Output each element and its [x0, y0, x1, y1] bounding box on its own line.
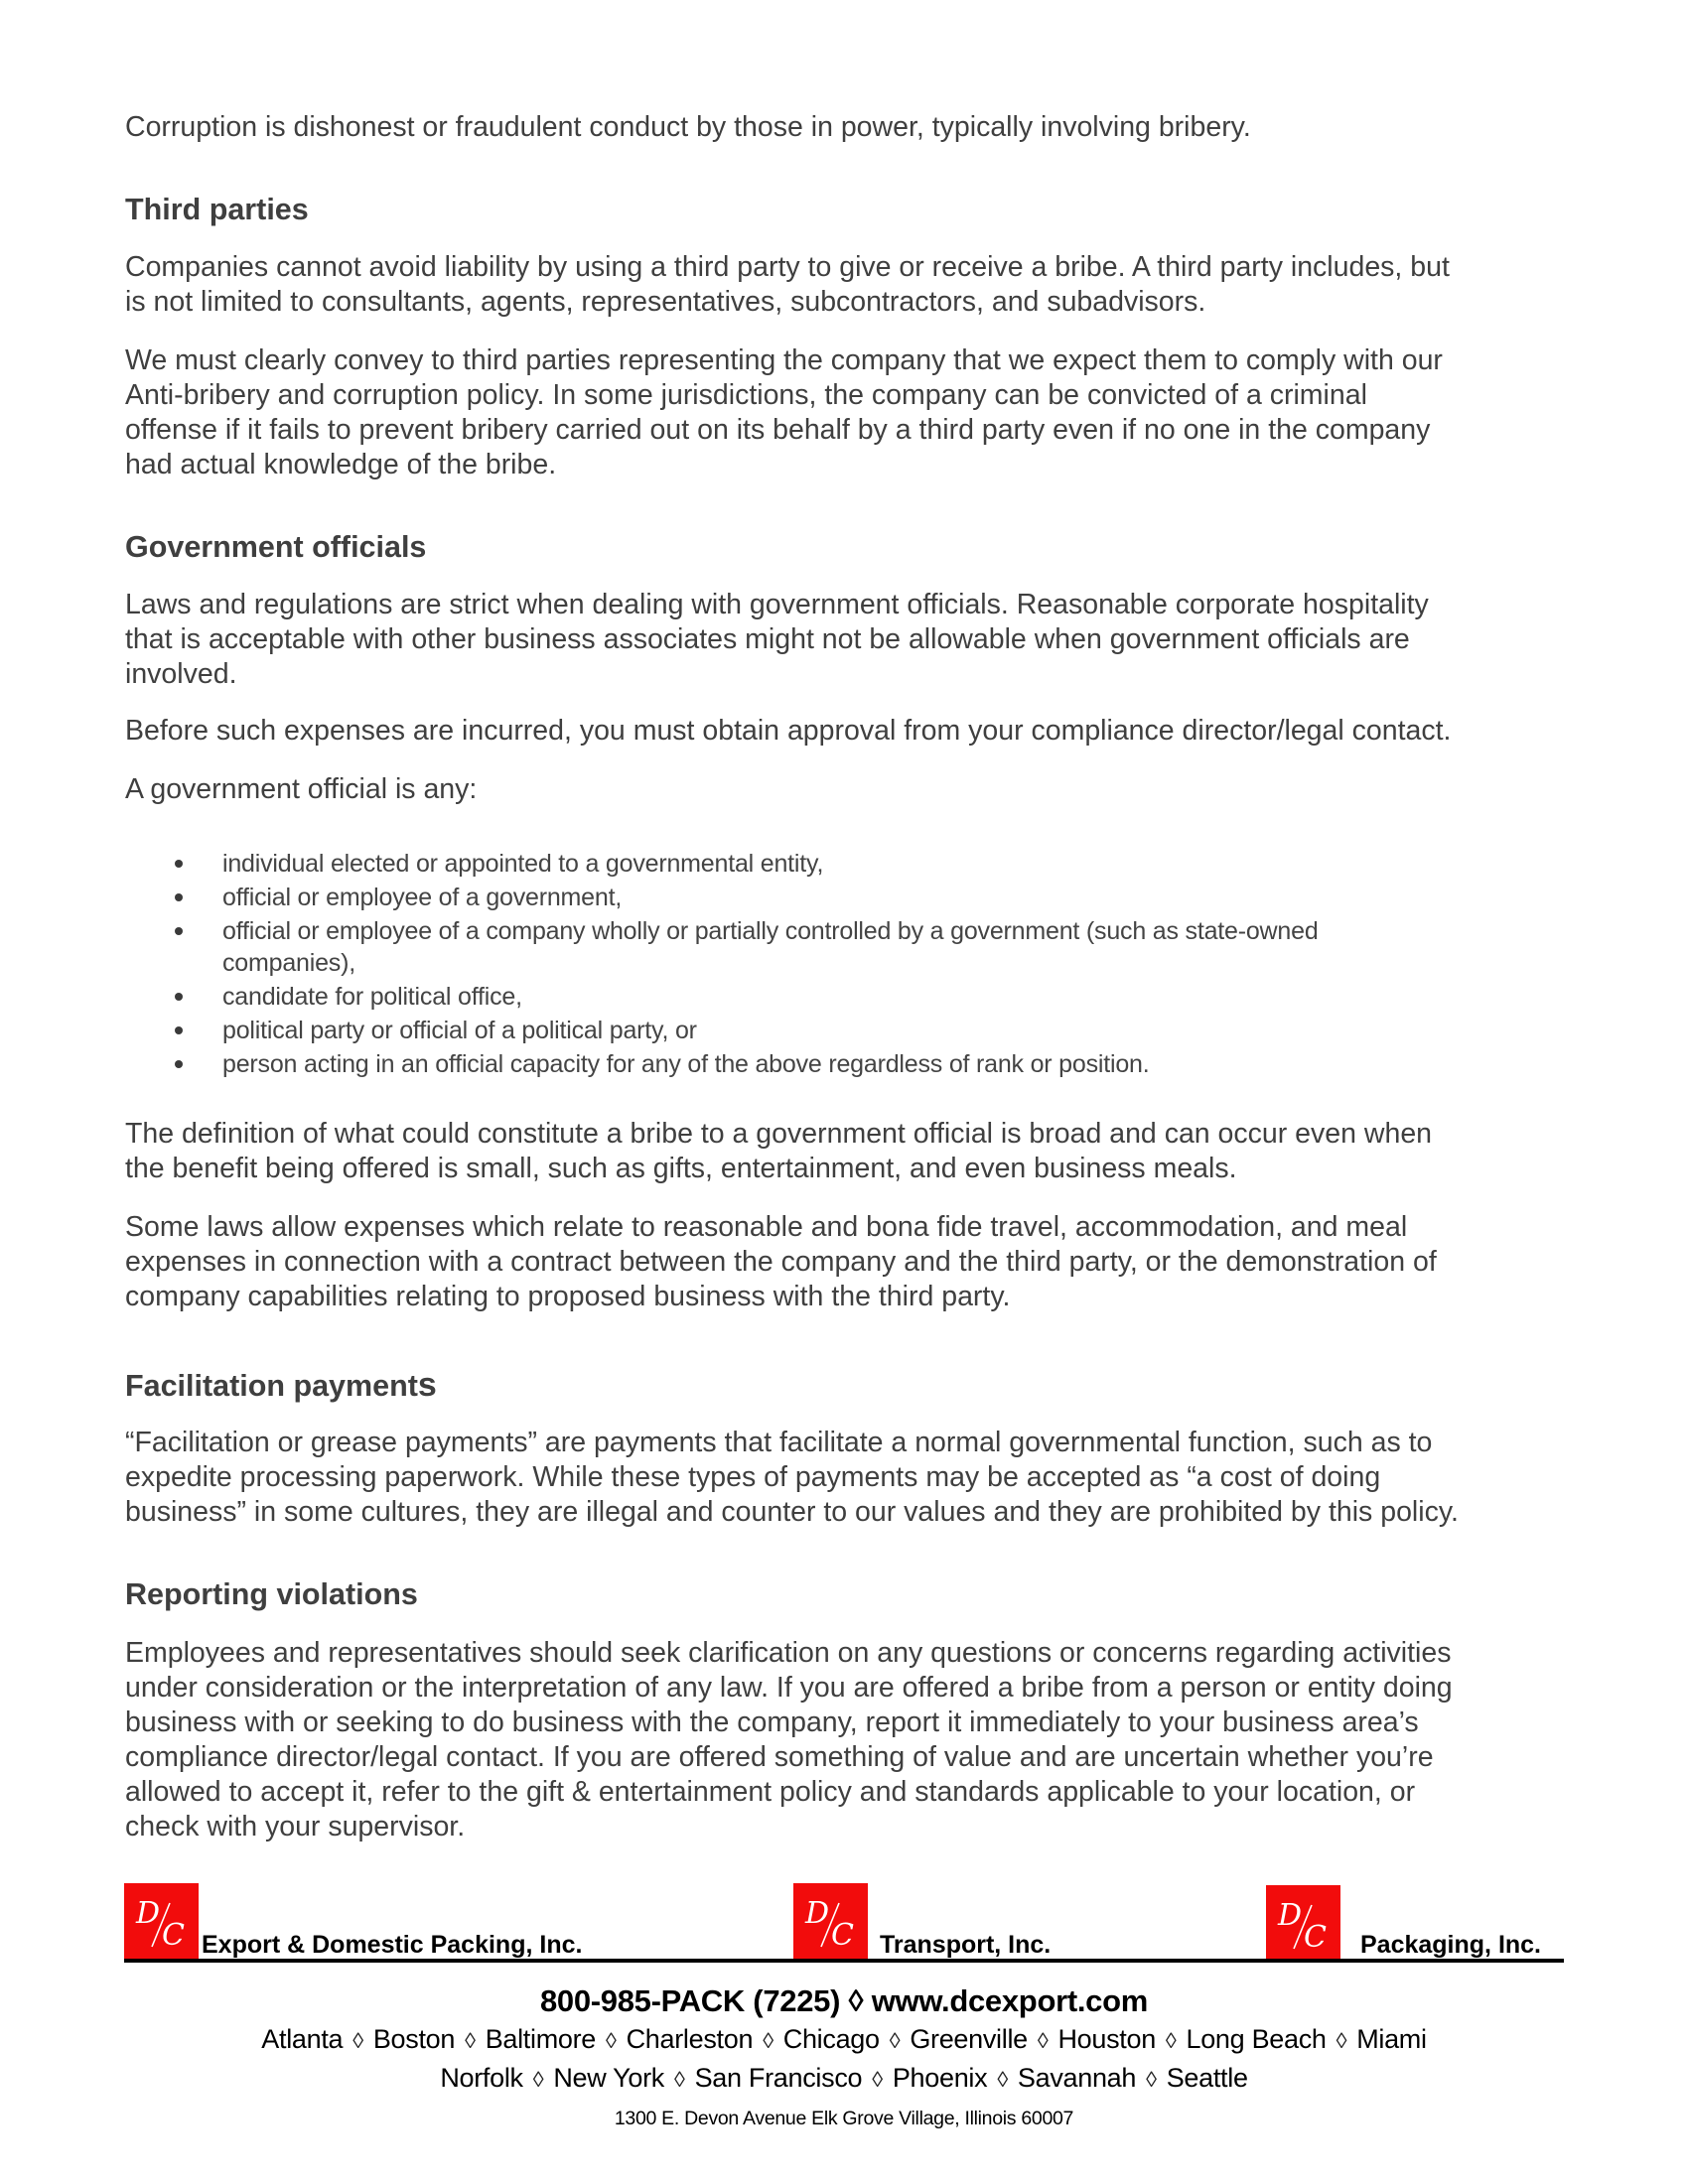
diamond-separator-icon: ◊: [872, 2067, 883, 2092]
diamond-separator-icon: ◊: [1336, 2028, 1347, 2053]
dc-monogram-icon: [799, 1889, 863, 1953]
diamond-separator-icon: ◊: [352, 2028, 363, 2053]
address: 1300 E. Devon Avenue Elk Grove Village, Illinois 60007: [614, 2108, 1074, 2129]
text-line: Employees and representatives should seek clarification on any questions or concerns regarding activities: [125, 1637, 1452, 1669]
list-item-text: official or employee of a company wholly or partially controlled by a government (such as state-owned: [222, 917, 1319, 945]
text-line: Anti-bribery and corruption policy. In some jurisdictions, the company can be convicted of a criminal: [125, 379, 1367, 411]
dc-logo-icon: [124, 1883, 199, 1959]
city-name: Houston: [1057, 2024, 1156, 2054]
diamond-separator-icon: ◊: [532, 2067, 544, 2092]
text-line: offense if it fails to prevent bribery carried out on its behalf by a third party even if no one in the company: [125, 414, 1431, 446]
heading-third-parties: Third parties: [125, 193, 309, 226]
heading-last-letter: s: [417, 1366, 437, 1404]
company-transport: Transport, Inc.: [880, 1931, 1052, 1959]
company-export-domestic: Export & Domestic Packing, Inc.: [202, 1931, 583, 1959]
city-name: Long Beach: [1186, 2024, 1327, 2054]
bullet-icon: [175, 993, 183, 1001]
list-item-text: candidate for political office,: [222, 983, 522, 1011]
list-item-text: individual elected or appointed to a governmental entity,: [222, 850, 824, 878]
text-line: check with your supervisor.: [125, 1811, 466, 1843]
text-line: Companies cannot avoid liability by using a third party to give or receive a bribe. A third party includes, but: [125, 251, 1450, 283]
city-name: Norfolk: [440, 2063, 523, 2093]
bullet-icon: [175, 1026, 183, 1034]
diamond-separator-icon: ◊: [763, 2028, 774, 2053]
cities-line-2: [0, 2061, 1688, 2097]
city-name: San Francisco: [694, 2063, 863, 2093]
text-line: business” in some cultures, they are illegal and counter to our values and they are prohibited by this policy.: [125, 1496, 1459, 1528]
text-line: Laws and regulations are strict when dealing with government officials. Reasonable corporate hospitality: [125, 589, 1429, 620]
svg-text:D: D: [804, 1896, 829, 1931]
svg-text:D: D: [1277, 1898, 1302, 1933]
text-line: compliance director/legal contact. If you are offered something of value and are uncertain whether you’re: [125, 1741, 1434, 1773]
diamond-separator-icon: ◊: [1165, 2028, 1177, 2053]
text-line: the benefit being offered is small, such as gifts, entertainment, and even business meals.: [125, 1153, 1237, 1184]
text-line: We must clearly convey to third parties representing the company that we expect them to comply with our: [125, 344, 1443, 376]
diamond-separator-icon: ◊: [606, 2028, 617, 2053]
bullet-icon: [175, 927, 183, 935]
list-item-text: companies),: [222, 949, 355, 977]
list-item-text: political party or official of a political party, or: [222, 1017, 697, 1044]
text-line: under consideration or the interpretation of any law. If you are offered a bribe from a person or entity doing: [125, 1672, 1453, 1704]
dc-logo-icon: [793, 1883, 868, 1959]
heading-government-officials: Government officials: [125, 530, 427, 564]
text-line: business with or seeking to do business with the company, report it immediately to your business area’s: [125, 1706, 1419, 1738]
footer-divider: [124, 1959, 1564, 1963]
diamond-separator-icon: ◊: [465, 2028, 476, 2053]
text-line: expedite processing paperwork. While these types of payments may be accepted as “a cost of doing: [125, 1461, 1381, 1493]
bullet-icon: [175, 893, 183, 901]
text-line: had actual knowledge of the bribe.: [125, 449, 557, 480]
city-name: Baltimore: [485, 2024, 597, 2054]
svg-text:D: D: [135, 1896, 160, 1931]
city-name: Boston: [372, 2024, 456, 2054]
heading-text: Facilitation payment: [125, 1369, 418, 1403]
city-name: Chicago: [782, 2024, 880, 2054]
text-line: The definition of what could constitute a bribe to a government official is broad and can occur even when: [125, 1118, 1433, 1150]
diamond-separator-icon: ◊: [889, 2028, 901, 2053]
city-name: Phoenix: [892, 2063, 988, 2093]
city-name: Seattle: [1166, 2063, 1248, 2093]
heading-facilitation-payments: [125, 1367, 437, 1404]
diamond-separator-icon: ◊: [674, 2067, 685, 2092]
dc-logo-icon: [1266, 1885, 1340, 1961]
diamond-separator-icon: ◊: [1146, 2067, 1157, 2092]
text-line: is not limited to consultants, agents, representatives, subcontractors, and subadvisors.: [125, 286, 1206, 318]
bullet-icon: [175, 1060, 183, 1068]
city-name: Greenville: [910, 2024, 1028, 2054]
bullet-icon: [175, 860, 183, 868]
text-line: “Facilitation or grease payments” are payments that facilitate a normal governmental function, such as to: [125, 1427, 1433, 1458]
paragraph-approval: Before such expenses are incurred, you must obtain approval from your compliance director/legal contact.: [125, 715, 1452, 747]
heading-reporting-violations: Reporting violations: [125, 1577, 418, 1611]
diamond-separator-icon: ◊: [1037, 2028, 1049, 2053]
text-line: company capabilities relating to proposed business with the third party.: [125, 1281, 1011, 1312]
text-line: involved.: [125, 658, 237, 690]
contact-line: 800-985-PACK (7225) ◊ www.dcexport.com: [539, 1983, 1149, 2018]
paragraph-official-definition-intro: A government official is any:: [125, 773, 478, 805]
list-item-text: official or employee of a government,: [222, 884, 623, 911]
city-name: New York: [553, 2063, 664, 2093]
svg-text:C: C: [830, 1918, 854, 1953]
text-line: that is acceptable with other business associates might not be allowable when government officials are: [125, 623, 1410, 655]
text-line: expenses in connection with a contract between the company and the third party, or the demonstration of: [125, 1246, 1437, 1278]
svg-text:C: C: [1303, 1920, 1327, 1955]
diamond-separator-icon: ◊: [997, 2067, 1008, 2092]
company-packaging: Packaging, Inc.: [1360, 1931, 1542, 1959]
city-name: Miami: [1356, 2024, 1427, 2054]
city-name: Atlanta: [261, 2024, 344, 2054]
city-name: Charleston: [626, 2024, 754, 2054]
svg-text:C: C: [161, 1918, 185, 1953]
text-line: Some laws allow expenses which relate to reasonable and bona fide travel, accommodation, and meal: [125, 1211, 1408, 1243]
dc-monogram-icon: [1272, 1891, 1336, 1955]
list-item-text: person acting in an official capacity for any of the above regardless of rank or position.: [222, 1050, 1150, 1078]
cities-line-1: [0, 2022, 1688, 2058]
text-line: allowed to accept it, refer to the gift & entertainment policy and standards applicable to your location, or: [125, 1776, 1416, 1808]
dc-monogram-icon: [130, 1889, 194, 1953]
intro-paragraph: Corruption is dishonest or fraudulent conduct by those in power, typically involving bribery.: [125, 111, 1251, 143]
city-name: Savannah: [1017, 2063, 1137, 2093]
